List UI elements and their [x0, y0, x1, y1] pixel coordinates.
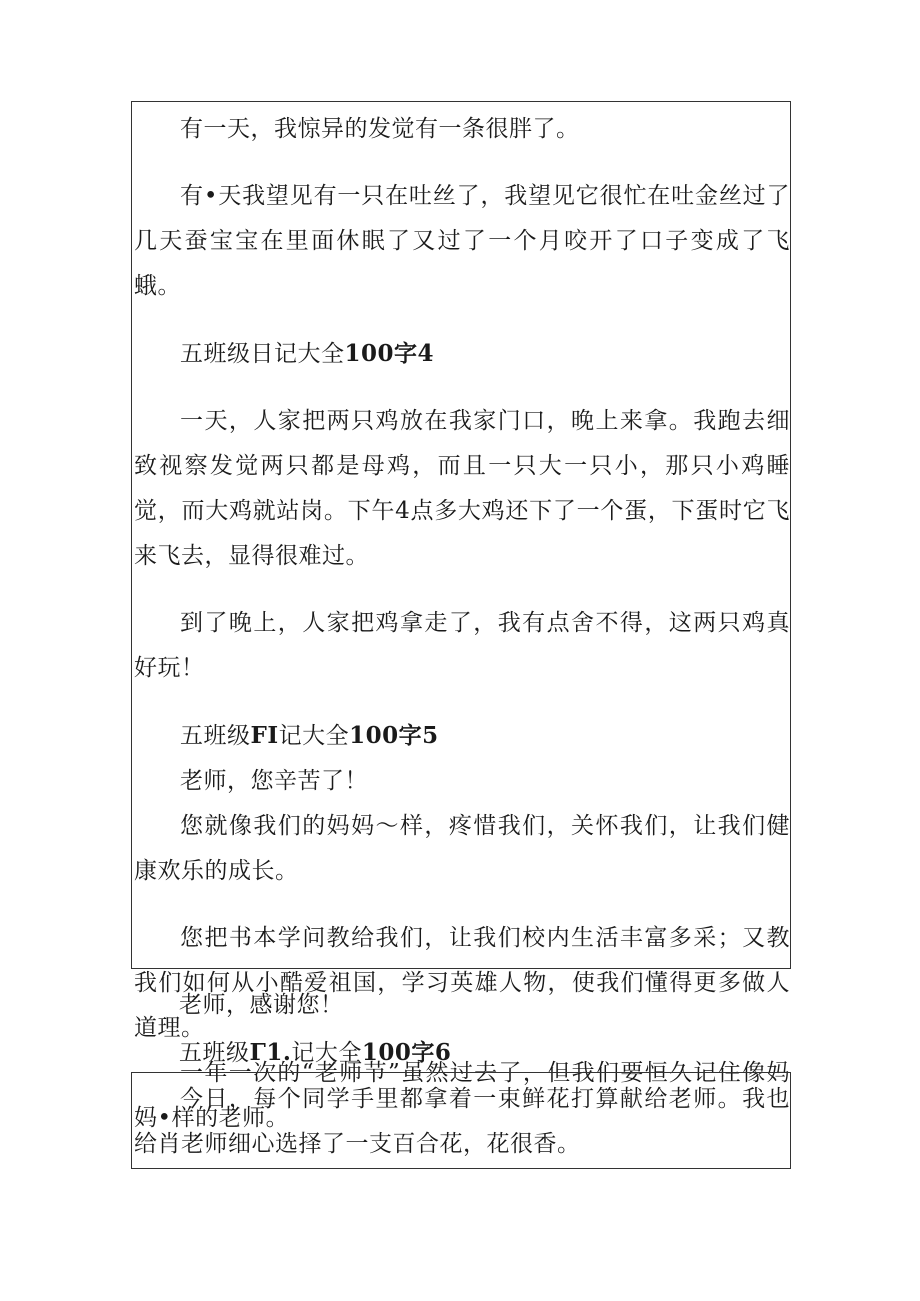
paragraph-outside: 老师，感谢您！: [179, 992, 344, 1018]
heading-garbled: Γ1.: [249, 1039, 292, 1066]
heading-number: 100字6: [361, 1039, 452, 1066]
paragraph: 您就像我们的妈妈～样，疼惜我们，关怀我们，让我们健康欢乐的成长。: [134, 813, 790, 884]
paragraph: 一天，人家把两只鸡放在我家门口，晚上来拿。我跑去细致视察发觉两只都是母鸡，而且一只大一只小，那只小鸡睡觉，而大鸡就站岗。下午4点多大鸡还下了一个蛋，下蛋时它飞来飞去，显得很难过。: [134, 408, 790, 569]
paragraph: 到了晚上，人家把鸡拿走了，我有点舍不得，这两只鸡真好玩！: [134, 610, 790, 681]
heading-text: 记大全: [278, 723, 350, 749]
paragraph: 今日，每个同学手里都拿着一束鲜花打算献给老师。我也给肖老师细心选择了一支百合花，花很香。: [134, 1086, 790, 1157]
section-heading-5: [132, 713, 790, 759]
text-box-lower: [131, 1072, 791, 1169]
heading-text: 记大全: [291, 1040, 362, 1066]
section-heading-6: [133, 1030, 793, 1076]
heading-text: 五班级日记大全: [180, 341, 345, 367]
heading-number: 100字5: [349, 722, 439, 749]
paragraph: 有•天我望见有一只在吐丝了，我望见它很忙在吐金丝过了几天蚕宝宝在里面休眠了又过了一个月咬开了口子变成了飞蛾。: [134, 183, 790, 299]
heading-garbled: FI: [250, 722, 279, 749]
heading-number: 100字4: [344, 340, 435, 367]
paragraph: 老师，您辛苦了！: [180, 768, 368, 794]
section-heading-4: [132, 331, 790, 377]
heading-text: 五班级: [179, 1040, 250, 1066]
heading-text: 五班级: [180, 723, 251, 749]
paragraph: 有一天，我惊异的发觉有一条很胖了。: [180, 116, 580, 142]
paragraph: 一年一次的“老师节”虽然过去了，但我们要恒久记住像妈妈•样的老师。: [134, 1060, 790, 1131]
paragraph: 您把书本学问教给我们，让我们校内生活丰富多采；又教我们如何从小酷爱祖国，学习英雄人物，使我们懂得更多做人道理。: [134, 925, 790, 1041]
